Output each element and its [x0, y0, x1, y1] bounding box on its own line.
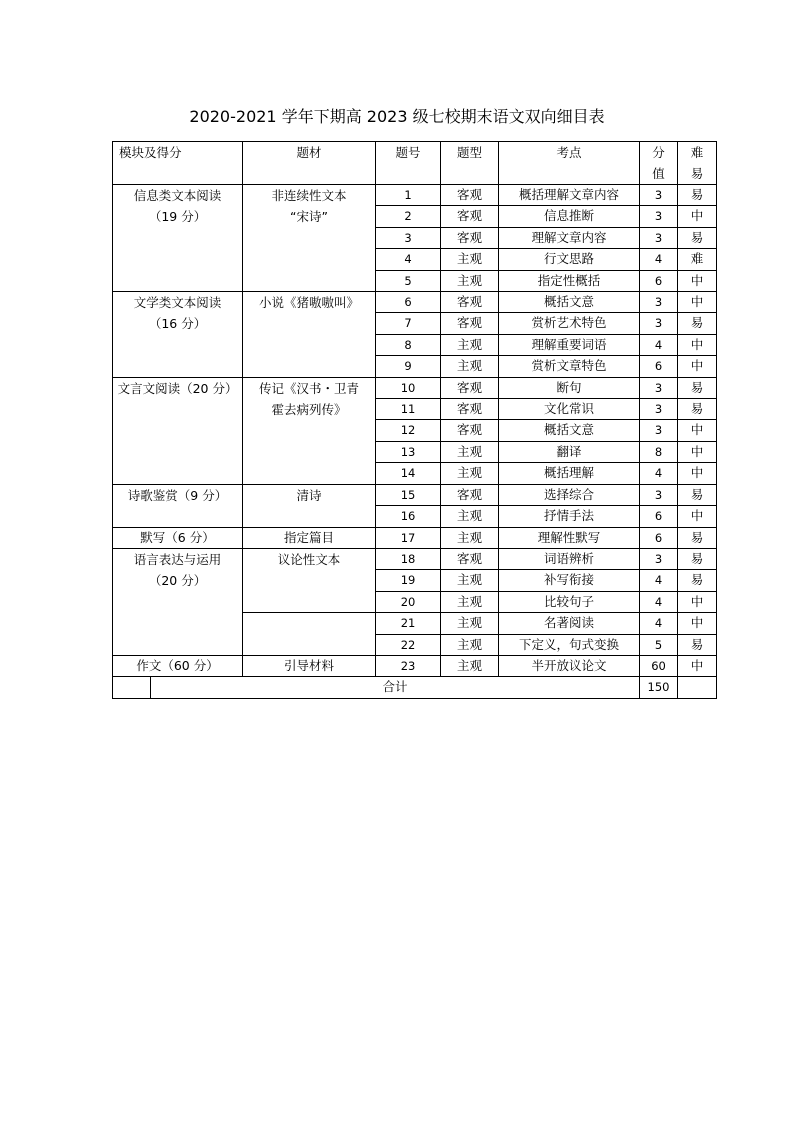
exam-point: 理解文章内容: [499, 227, 640, 248]
exam-point: 指定性概括: [499, 270, 640, 291]
question-type: 主观: [441, 334, 499, 355]
header-row: [113, 142, 717, 185]
exam-point: 概括文意: [499, 292, 640, 313]
header-module: 模块及得分: [113, 142, 243, 185]
material-cell: 指定篇目: [243, 527, 376, 548]
document-title: 2020-2021 学年下期高 2023 级七校期末语文双向细目表: [189, 107, 605, 126]
question-type: 主观: [441, 591, 499, 612]
question-type: 客观: [441, 292, 499, 313]
question-type: 主观: [441, 441, 499, 462]
difficulty-value: 易: [678, 377, 717, 398]
question-number: 18: [376, 548, 441, 569]
difficulty-value: 中: [678, 206, 717, 227]
exam-point: 翻译: [499, 441, 640, 462]
exam-point: 赏析文章特色: [499, 356, 640, 377]
difficulty-value: 难: [678, 249, 717, 270]
material-cell: 议论性文本: [243, 548, 376, 612]
material-cell: 引导材料: [243, 655, 376, 676]
question-number: 1: [376, 185, 441, 206]
table-row: [113, 292, 717, 313]
score-value: 3: [640, 206, 678, 227]
table-row: [113, 185, 717, 206]
exam-point: 概括理解: [499, 463, 640, 484]
material-cell: 传记《汉书・卫青 霍去病列传》: [243, 377, 376, 484]
header-number: 题号: [376, 142, 441, 185]
exam-point: 抒情手法: [499, 506, 640, 527]
table-row: [113, 484, 717, 505]
difficulty-value: 中: [678, 506, 717, 527]
score-value: 60: [640, 655, 678, 676]
difficulty-value: 中: [678, 463, 717, 484]
header-type: 题型: [441, 142, 499, 185]
question-number: 17: [376, 527, 441, 548]
difficulty-value: 中: [678, 441, 717, 462]
exam-point: 断句: [499, 377, 640, 398]
question-type: 主观: [441, 655, 499, 676]
exam-point: 文化常识: [499, 399, 640, 420]
difficulty-value: 易: [678, 227, 717, 248]
score-value: 3: [640, 292, 678, 313]
exam-point: 词语辨析: [499, 548, 640, 569]
score-value: 8: [640, 441, 678, 462]
header-score: 分 值: [640, 142, 678, 185]
question-type: 客观: [441, 548, 499, 569]
difficulty-value: 中: [678, 420, 717, 441]
score-value: 4: [640, 591, 678, 612]
module-cell: 默写（6 分）: [113, 527, 243, 548]
difficulty-value: 易: [678, 548, 717, 569]
exam-point: 概括理解文章内容: [499, 185, 640, 206]
question-number: 15: [376, 484, 441, 505]
module-cell: 文言文阅读（20 分）: [113, 377, 243, 484]
difficulty-value: 易: [678, 527, 717, 548]
question-number: 10: [376, 377, 441, 398]
exam-point: 概括文意: [499, 420, 640, 441]
difficulty-value: 中: [678, 613, 717, 634]
score-value: 3: [640, 185, 678, 206]
exam-point: 下定义，句式变换: [499, 634, 640, 655]
exam-point: 理解重要词语: [499, 334, 640, 355]
difficulty-value: 易: [678, 399, 717, 420]
question-number: 11: [376, 399, 441, 420]
score-value: 4: [640, 570, 678, 591]
question-type: 主观: [441, 506, 499, 527]
difficulty-value: 易: [678, 634, 717, 655]
question-type: 主观: [441, 270, 499, 291]
score-value: 6: [640, 270, 678, 291]
question-number: 2: [376, 206, 441, 227]
question-type: 客观: [441, 484, 499, 505]
question-number: 8: [376, 334, 441, 355]
exam-point: 选择综合: [499, 484, 640, 505]
total-row: [113, 677, 717, 698]
difficulty-value: 易: [678, 484, 717, 505]
score-value: 4: [640, 334, 678, 355]
exam-point: 补写衔接: [499, 570, 640, 591]
exam-point: 信息推断: [499, 206, 640, 227]
question-number: 9: [376, 356, 441, 377]
question-number: 5: [376, 270, 441, 291]
question-number: 21: [376, 613, 441, 634]
question-type: 主观: [441, 249, 499, 270]
question-number: 14: [376, 463, 441, 484]
question-type: 主观: [441, 463, 499, 484]
score-value: 5: [640, 634, 678, 655]
table-row: [113, 527, 717, 548]
question-type: 客观: [441, 185, 499, 206]
score-value: 4: [640, 463, 678, 484]
question-type: 主观: [441, 613, 499, 634]
table-row: [113, 655, 717, 676]
score-value: 6: [640, 506, 678, 527]
question-number: 3: [376, 227, 441, 248]
difficulty-value: 中: [678, 356, 717, 377]
question-type: 主观: [441, 634, 499, 655]
difficulty-value: 中: [678, 591, 717, 612]
material-cell: 清诗: [243, 484, 376, 527]
total-blank-cell: [113, 677, 151, 698]
difficulty-value: 中: [678, 292, 717, 313]
question-type: 主观: [441, 570, 499, 591]
exam-point: 行文思路: [499, 249, 640, 270]
difficulty-value: 中: [678, 655, 717, 676]
exam-point: 比较句子: [499, 591, 640, 612]
question-type: 客观: [441, 206, 499, 227]
exam-point: 名著阅读: [499, 613, 640, 634]
score-value: 3: [640, 399, 678, 420]
question-number: 6: [376, 292, 441, 313]
material-cell: 非连续性文本 “宋诗”: [243, 185, 376, 292]
spec-table: [112, 141, 717, 699]
score-value: 3: [640, 420, 678, 441]
header-difficulty: 难 易: [678, 142, 717, 185]
difficulty-value: 易: [678, 185, 717, 206]
module-cell: 语言表达与运用 （20 分）: [113, 548, 243, 655]
question-number: 20: [376, 591, 441, 612]
question-number: 16: [376, 506, 441, 527]
difficulty-value: 易: [678, 313, 717, 334]
score-value: 4: [640, 249, 678, 270]
table-row: [113, 377, 717, 398]
question-type: 客观: [441, 399, 499, 420]
table-row: [113, 548, 717, 569]
question-type: 客观: [441, 227, 499, 248]
question-number: 23: [376, 655, 441, 676]
question-type: 客观: [441, 313, 499, 334]
header-material: 题材: [243, 142, 376, 185]
total-score: 150: [640, 677, 678, 698]
exam-point: 半开放议论文: [499, 655, 640, 676]
question-number: 4: [376, 249, 441, 270]
difficulty-value: 易: [678, 570, 717, 591]
module-cell: 作文（60 分）: [113, 655, 243, 676]
score-value: 6: [640, 356, 678, 377]
score-value: 3: [640, 484, 678, 505]
question-type: 主观: [441, 527, 499, 548]
exam-point: 理解性默写: [499, 527, 640, 548]
score-value: 6: [640, 527, 678, 548]
module-cell: 文学类文本阅读 （16 分）: [113, 292, 243, 378]
question-number: 7: [376, 313, 441, 334]
total-label: 合计: [151, 677, 640, 698]
question-number: 22: [376, 634, 441, 655]
difficulty-value: 中: [678, 270, 717, 291]
score-value: 3: [640, 313, 678, 334]
material-cell: 小说《猪嗷嗷叫》: [243, 292, 376, 378]
question-number: 12: [376, 420, 441, 441]
score-value: 3: [640, 227, 678, 248]
total-difficulty-blank: [678, 677, 717, 698]
module-cell: 诗歌鉴赏（9 分）: [113, 484, 243, 527]
module-cell: 信息类文本阅读 （19 分）: [113, 185, 243, 292]
material-cell-empty: [243, 613, 376, 656]
score-value: 3: [640, 548, 678, 569]
question-type: 客观: [441, 377, 499, 398]
question-number: 13: [376, 441, 441, 462]
question-number: 19: [376, 570, 441, 591]
score-value: 3: [640, 377, 678, 398]
difficulty-value: 中: [678, 334, 717, 355]
exam-point: 赏析艺术特色: [499, 313, 640, 334]
question-type: 客观: [441, 420, 499, 441]
question-type: 主观: [441, 356, 499, 377]
header-point: 考点: [499, 142, 640, 185]
score-value: 4: [640, 613, 678, 634]
